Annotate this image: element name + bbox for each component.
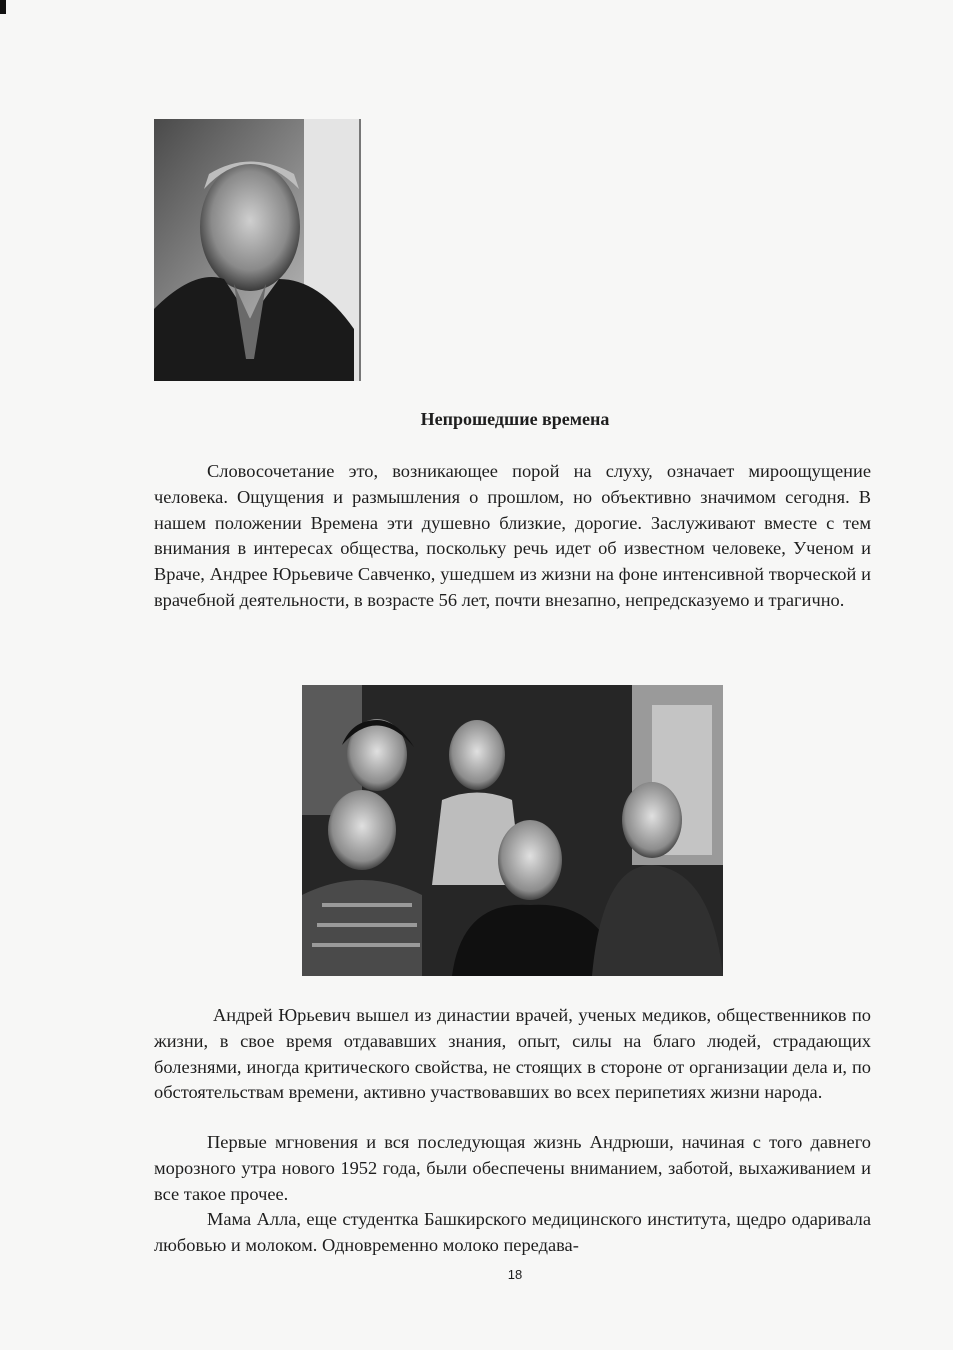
paragraph: Словосочетание это, возникающее порой на слуху, означает мироощущение человека. Ощущения и размышления о прошлом, но объективно значимом сегодня. В нашем положении Времена эти душевно близкие, дорогие. Заслуживают вместе с тем внимания в интересах общества, поскольку речь идет об известном человеке, Ученом и Враче, Андрее Юрьевиче Савченко, ушедшем из жизни на фоне интенсивной творческой и врачебной деятельности, в возрасте 56 лет, почти внезапно, непредсказуемо и трагично. [154,461,871,610]
paragraph: Первые мгновения и вся последующая жизнь Андрюши, начиная с того давнего морозного утра нового 1952 года, были обеспечены вниманием, заботой, выхаживанием и все такое прочее. [154,1132,871,1204]
scan-corner-mark [0,0,6,14]
paragraph: Мама Алла, еще студентка Башкирского медицинского института, щедро одаривала любовью и молоком. Одновременно молоко передава- [154,1209,871,1255]
family-photo [302,685,723,976]
portrait-photo [154,119,360,381]
section-heading: Непрошедшие времена [420,409,610,429]
photo-edge-line [359,119,361,381]
page-number: 18 [507,1267,523,1282]
paragraph: Андрей Юрьевич вышел из династии врачей, ученых медиков, общественников по жизни, в свое время отдававших знания, опыт, силы на благо людей, страдающих болезнями, иногда критического свойства, не стоящих в стороне от организации дела и, по обстоятельствам времени, активно участвовавших во всех перипетиях жизни народа. [154,1005,871,1103]
